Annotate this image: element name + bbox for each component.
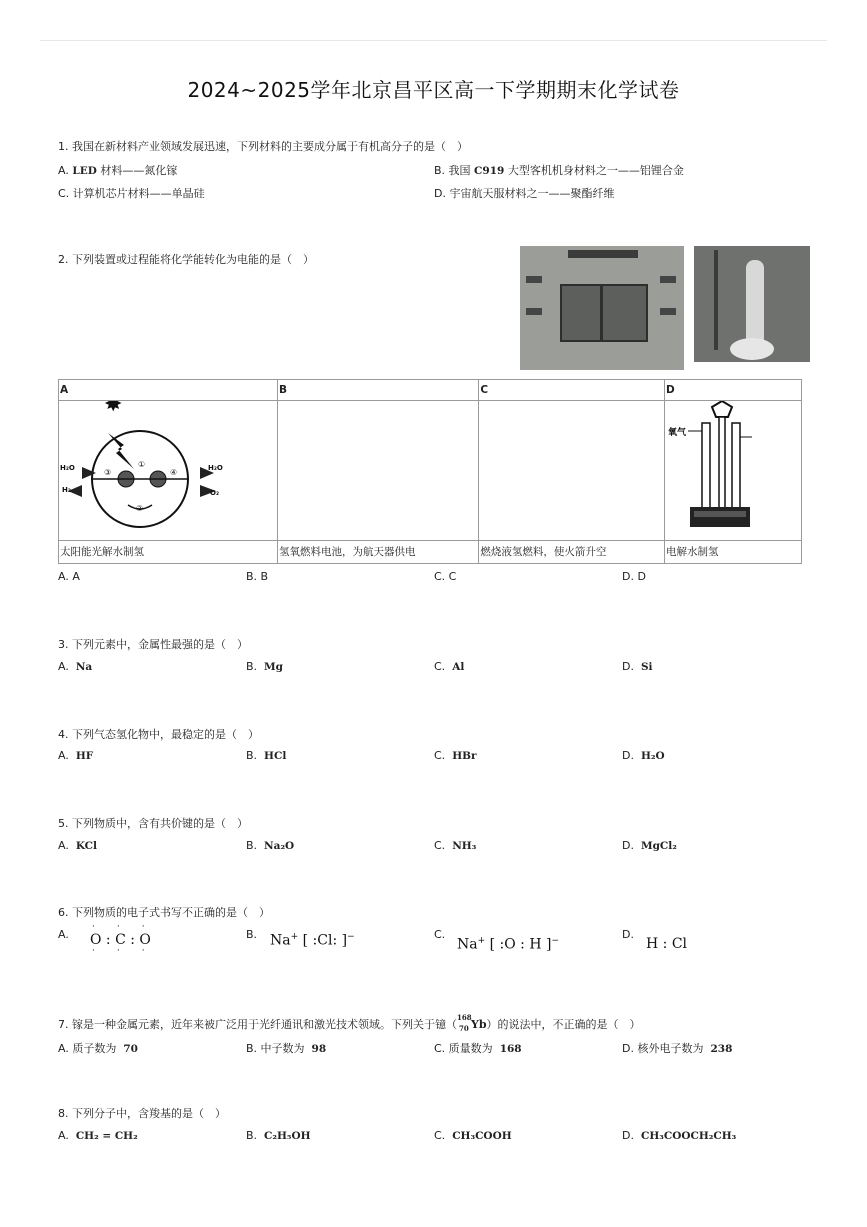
- q7-option-d[interactable]: [622, 1040, 732, 1056]
- q8-option-b-label: B.: [246, 1129, 258, 1142]
- q4-option-a[interactable]: [58, 749, 93, 762]
- q5-option-a-label: A.: [58, 839, 69, 852]
- label-h2-out: H₂: [62, 486, 71, 494]
- label-o2-out: O₂: [210, 489, 220, 497]
- rocket-photo: [694, 246, 810, 362]
- q1-option-b-bold: C919: [474, 165, 505, 177]
- q8-option-d[interactable]: [622, 1129, 736, 1142]
- q4-option-b-value: HCl: [264, 750, 287, 762]
- q2-option-d[interactable]: D. D: [622, 570, 646, 583]
- q3-option-d[interactable]: [622, 660, 653, 673]
- q6-option-b-label[interactable]: B.: [246, 928, 258, 941]
- q5-option-a[interactable]: [58, 839, 97, 852]
- q4-option-a-label: A.: [58, 749, 69, 762]
- q5-option-a-value: KCl: [75, 840, 98, 852]
- question-4-stem: 4. 下列气态氢化物中，最稳定的是（ ）: [58, 728, 259, 741]
- q2-header-a: A: [59, 380, 278, 401]
- q8-option-b-value: C₂H₅OH: [264, 1130, 311, 1142]
- q8-option-a-value: CH₂ = CH₂: [75, 1130, 138, 1142]
- label-step-3: ③: [104, 468, 112, 477]
- q3-option-c-label: C.: [434, 660, 446, 673]
- q7-option-d-label: D. 核外电子数为: [622, 1042, 704, 1055]
- q7-stem-post: ）的说法中，不正确的是（ ）: [486, 1018, 641, 1031]
- q8-option-d-value: CH₃COOCH₂CH₃: [640, 1130, 737, 1142]
- label-step-1: ①: [138, 460, 146, 469]
- question-2-stem: 2. 下列装置或过程能将化学能转化为电能的是（ ）: [58, 253, 314, 266]
- q1-option-a-text: 材料——氮化镓: [96, 164, 178, 177]
- page-title: 2024~2025学年北京昌平区高一下学期期末化学试卷: [187, 78, 680, 102]
- q2-options-table: [58, 379, 802, 564]
- q1-option-d[interactable]: D. 宇宙航天服材料之一——聚酯纤维: [434, 187, 615, 200]
- q4-option-a-value: HF: [75, 750, 94, 762]
- q4-option-c-label: C.: [434, 749, 446, 762]
- question-1-stem: 1. 我国在新材料产业领域发展迅速，下列材料的主要成分属于有机高分子的是（ ）: [58, 140, 468, 153]
- fuel-cell-photo: [520, 246, 684, 370]
- q5-option-d-label: D.: [622, 839, 634, 852]
- q3-option-b[interactable]: [246, 660, 283, 673]
- q6-c-cation: Na: [457, 936, 478, 953]
- q4-option-c-value: HBr: [452, 750, 477, 762]
- q3-option-d-label: D.: [622, 660, 634, 673]
- q7-option-a[interactable]: [58, 1040, 138, 1056]
- q2-cell-c-image: [479, 401, 665, 541]
- q8-option-a[interactable]: [58, 1129, 138, 1142]
- q7-option-b-label: B. 中子数为: [246, 1042, 305, 1055]
- svg-text:✸: ✸: [104, 401, 123, 417]
- q3-option-a-value: Na: [75, 661, 93, 673]
- q7-isotope-symbol: Yb: [471, 1018, 487, 1031]
- q7-option-a-label: A. 质子数为: [58, 1042, 117, 1055]
- q3-option-c-value: Al: [452, 661, 465, 673]
- q1-option-a[interactable]: [58, 162, 177, 178]
- q4-option-b[interactable]: [246, 749, 286, 762]
- q7-stem-pre: 7. 镓是一种金属元素，近年来被广泛用于光纤通讯和激光技术领域。下列关于镱（: [58, 1018, 457, 1031]
- q2-caption-d: 电解水制氢: [665, 541, 802, 564]
- q7-option-c-value: 168: [499, 1043, 522, 1055]
- q7-option-c[interactable]: [434, 1040, 522, 1056]
- q4-option-d-value: H₂O: [640, 750, 665, 762]
- electrolysis-apparatus-diagram: [666, 401, 800, 537]
- label-h2o-in: H₂O: [60, 464, 75, 472]
- label-step-4: ④: [170, 468, 178, 477]
- q1-option-b[interactable]: [434, 162, 684, 178]
- q5-option-b-value: Na₂O: [264, 840, 295, 852]
- q1-option-a-label: A.: [58, 164, 69, 177]
- q6-c-anion: O : H: [504, 936, 542, 953]
- q6-d-formula-text: H : Cl: [646, 936, 688, 952]
- q6-option-a-formula: O : C : O ··· ···: [90, 922, 167, 956]
- q2-cell-a-image: [59, 401, 278, 541]
- question-8-stem: 8. 下列分子中，含羧基的是（ ）: [58, 1107, 226, 1120]
- q6-option-c-formula: Na+ [ :O : H ]−: [457, 936, 560, 953]
- q2-cell-b-image: [277, 401, 478, 541]
- q2-header-c: C: [479, 380, 665, 401]
- q6-option-b-formula: Na+ [ :Cl: ]−: [270, 932, 355, 949]
- q5-option-d-value: MgCl₂: [640, 840, 677, 852]
- q7-option-b[interactable]: [246, 1040, 326, 1056]
- q2-caption-c: 燃烧液氢燃料，使火箭升空: [479, 541, 665, 564]
- top-divider: [40, 40, 827, 41]
- q8-option-a-label: A.: [58, 1129, 69, 1142]
- q7-isotope: [457, 1013, 487, 1033]
- q4-option-d[interactable]: [622, 749, 665, 762]
- q8-option-c-label: C.: [434, 1129, 446, 1142]
- q7-option-a-value: 70: [123, 1043, 138, 1055]
- q2-option-c[interactable]: C. C: [434, 570, 457, 583]
- q6-b-cation: Na: [270, 932, 291, 949]
- q2-cell-d-image: [665, 401, 802, 541]
- q1-option-c[interactable]: C. 计算机芯片材料——单晶硅: [58, 187, 205, 200]
- label-oxygen: 氧气: [668, 428, 687, 438]
- q7-isotope-z: 70: [459, 1024, 469, 1033]
- q2-option-b[interactable]: B. B: [246, 570, 269, 583]
- q7-option-d-value: 238: [710, 1043, 733, 1055]
- q5-option-b-label: B.: [246, 839, 258, 852]
- q3-option-c[interactable]: [434, 660, 464, 673]
- q1-option-b-label: B. 我国: [434, 164, 471, 177]
- question-3-stem: 3. 下列元素中，金属性最强的是（ ）: [58, 638, 248, 651]
- q8-option-c[interactable]: [434, 1129, 512, 1142]
- question-6-stem: 6. 下列物质的电子式书写不正确的是（ ）: [58, 906, 270, 919]
- q1-option-a-bold: LED: [72, 165, 97, 177]
- question-7-stem: [58, 1013, 641, 1033]
- q2-header-d: D: [665, 380, 802, 401]
- label-step-2: ②: [136, 504, 144, 513]
- label-h2o-right: H₂O: [208, 464, 223, 472]
- q7-isotope-mass: 168: [457, 1013, 472, 1022]
- q3-option-b-label: B.: [246, 660, 258, 673]
- q4-option-c[interactable]: [434, 749, 477, 762]
- q5-option-b[interactable]: [246, 839, 294, 852]
- q2-caption-b: 氢氧燃料电池，为航天器供电: [277, 541, 478, 564]
- solar-water-splitting-diagram: [60, 401, 274, 537]
- q6-option-d-label[interactable]: D.: [622, 928, 634, 941]
- q8-option-d-label: D.: [622, 1129, 634, 1142]
- q2-option-a[interactable]: A. A: [58, 570, 80, 583]
- q3-option-d-value: Si: [640, 661, 653, 673]
- q2-header-b: B: [277, 380, 478, 401]
- q6-option-c-label[interactable]: C.: [434, 928, 446, 941]
- question-5-stem: 5. 下列物质中，含有共价键的是（ ）: [58, 817, 248, 830]
- q8-option-b[interactable]: [246, 1129, 311, 1142]
- q5-option-c-value: NH₃: [452, 840, 477, 852]
- q5-option-c[interactable]: [434, 839, 476, 852]
- q5-option-c-label: C.: [434, 839, 446, 852]
- q2-caption-a: 太阳能光解水制氢: [59, 541, 278, 564]
- q4-option-b-label: B.: [246, 749, 258, 762]
- q3-option-b-value: Mg: [264, 661, 284, 673]
- q3-option-a[interactable]: [58, 660, 92, 673]
- q6-b-anion: Cl: [317, 932, 333, 949]
- q7-option-b-value: 98: [311, 1043, 327, 1055]
- q5-option-d[interactable]: [622, 839, 677, 852]
- q8-option-c-value: CH₃COOH: [452, 1130, 512, 1142]
- q6-option-a-label[interactable]: A.: [58, 928, 69, 941]
- q3-option-a-label: A.: [58, 660, 69, 673]
- q4-option-d-label: D.: [622, 749, 634, 762]
- q6-a-formula-text: O : C : O: [90, 932, 151, 948]
- q7-option-c-label: C. 质量数为: [434, 1042, 493, 1055]
- q6-option-d-formula: [646, 936, 687, 952]
- q1-option-b-text: 大型客机机身材料之一——铝锂合金: [504, 164, 684, 177]
